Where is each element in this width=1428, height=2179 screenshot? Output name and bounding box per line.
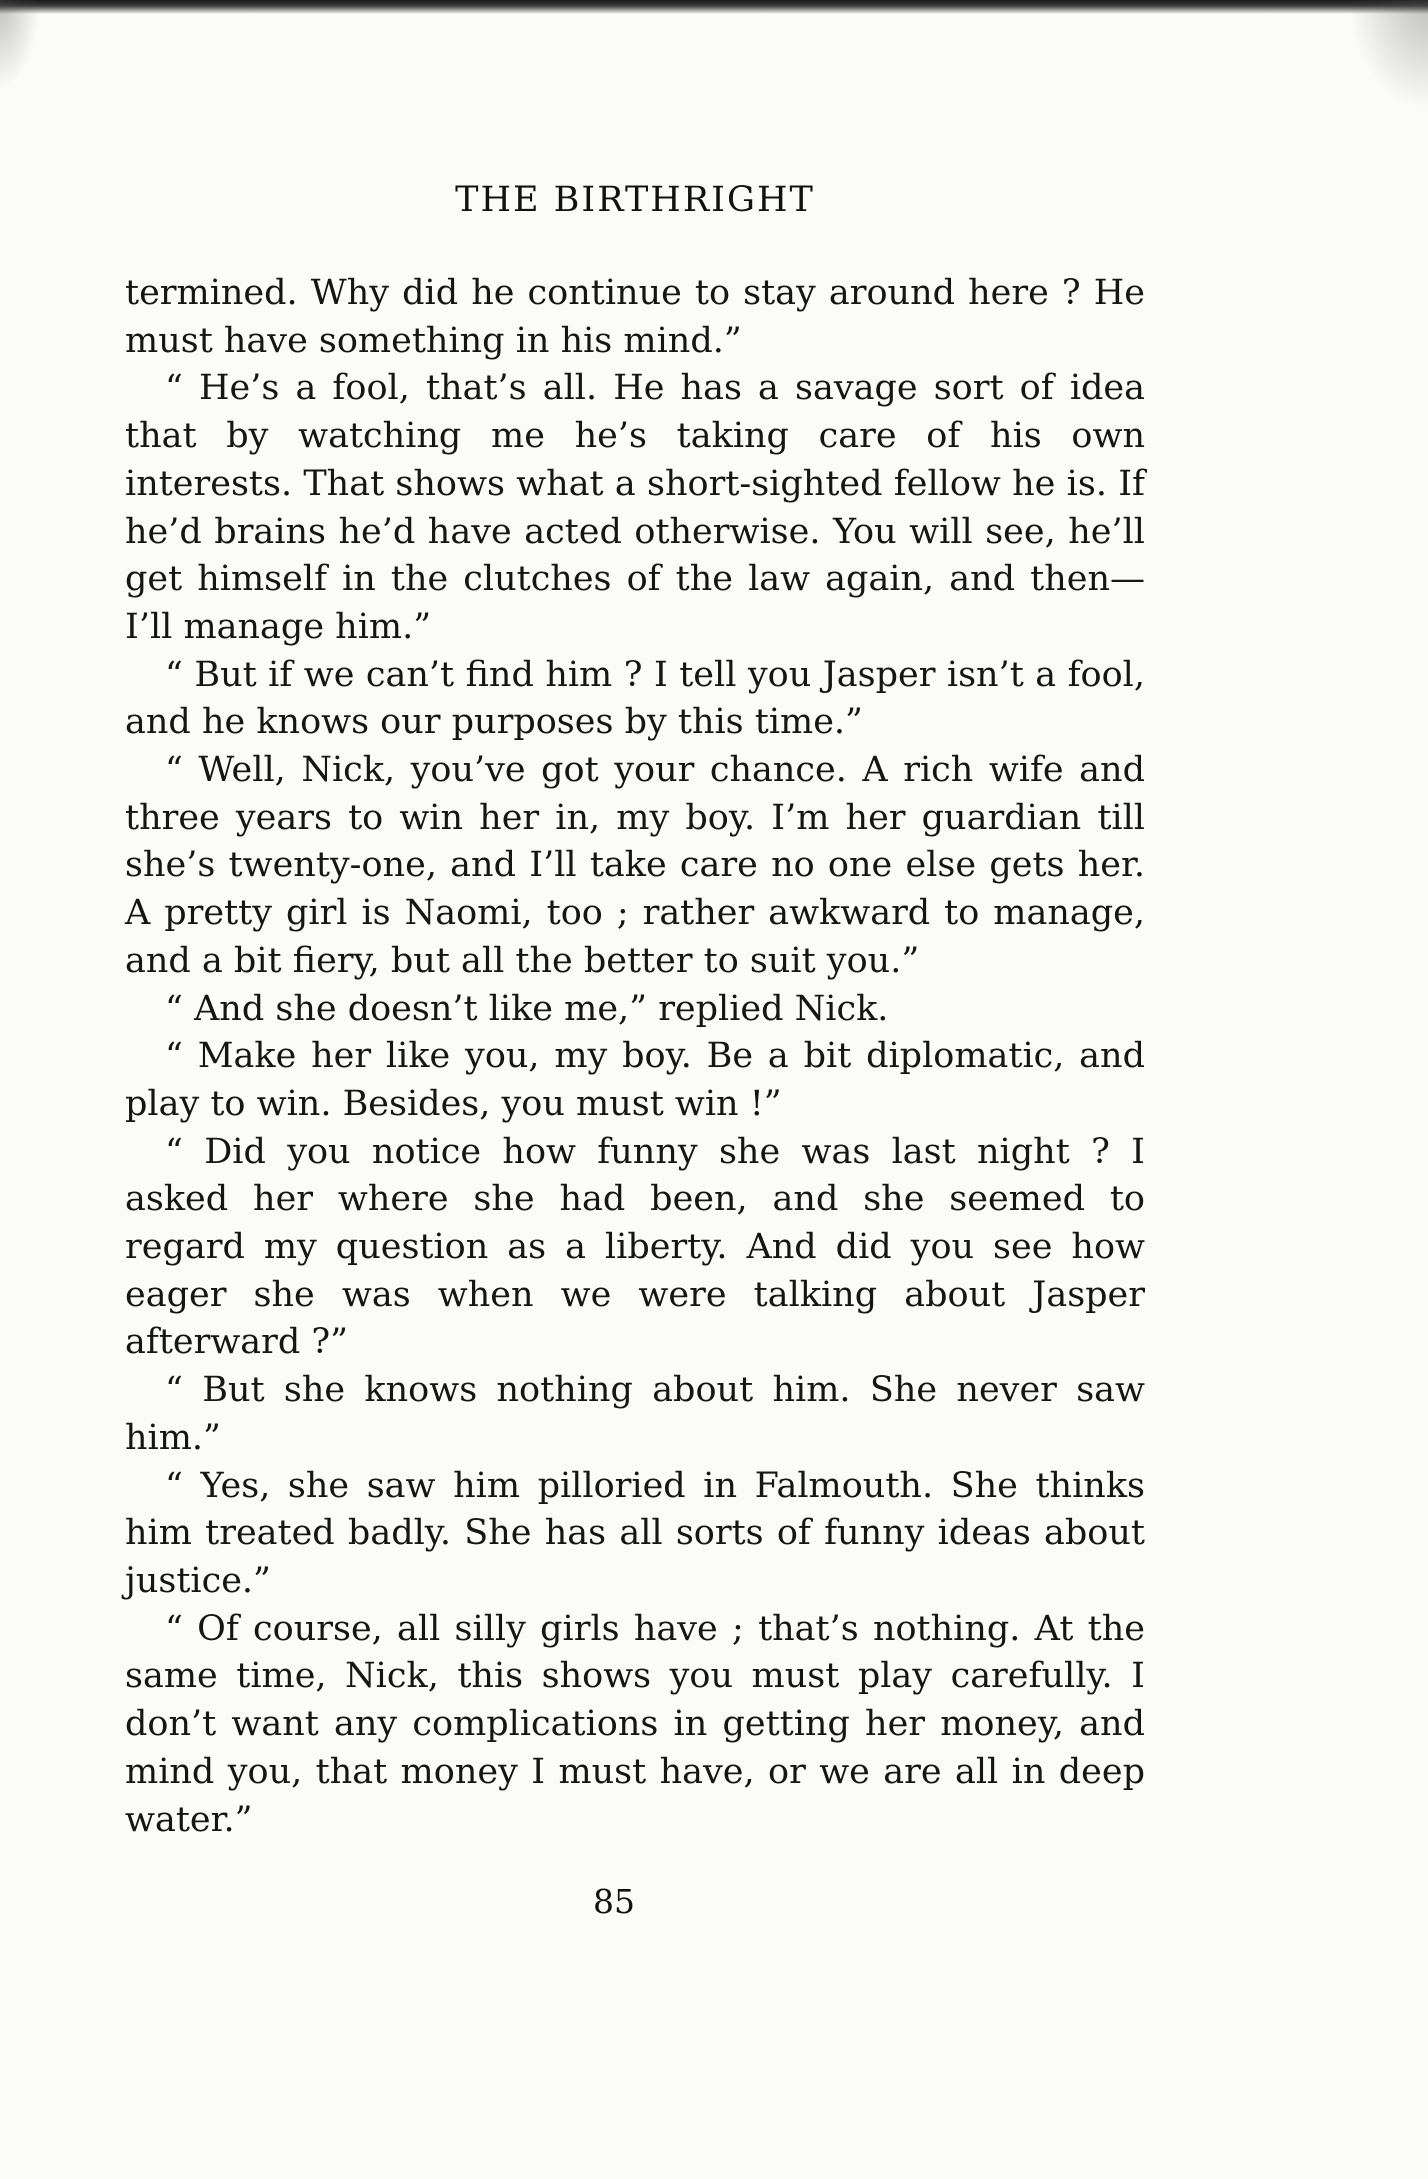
page-number: 85 [593,1882,635,1921]
paragraph-2: “ He’s a fool, that’s all. He has a savage sort of idea that by watching me he’s taking care of his own interests. That shows what a short-sighted fellow he is. If he’d brains he’d have acted otherwise. You will see, he’ll get himself in the clutches of the law again, and then—I’ll manage him.” [125,368,1145,647]
paragraph-8: “ But she knows nothing about him. She never saw him.” [125,1370,1145,1458]
scan-top-edge [0,0,1428,14]
scan-corner-shadow-left [0,0,40,90]
paragraph-7: “ Did you notice how funny she was last night ? I asked her where she had been, and she seemed to regard my question as a liberty. And did you see how eager she was when we were talking about Jasper afterward ?” [125,1131,1145,1363]
running-head: THE BIRTHRIGHT [455,180,815,220]
paragraph-5: “ And she doesn’t like me,” replied Nick. [165,988,889,1029]
body-text [125,270,1145,1844]
paragraph-4: “ Well, Nick, you’ve got your chance. A rich wife and three years to win her in, my boy. I’m her guardian till she’s twenty-one, and I’ll take care no one else gets her. A pretty girl is Naomi, too ; rather awkward to manage, and a bit fiery, but all the better to suit you.” [125,750,1145,981]
scan-corner-shadow-right [1348,0,1428,110]
paragraph-3: “ But if we can’t find him ? I tell you Jasper isn’t a fool, and he knows our purposes by this time.” [125,654,1145,743]
paragraph-9: “ Yes, she saw him pilloried in Falmouth. She thinks him treated badly. She has all sorts of funny ideas about justice.” [125,1465,1145,1601]
paragraph-6: “ Make her like you, my boy. Be a bit diplomatic, and play to win. Besides, you must win !” [125,1036,1145,1124]
paragraph-10: “ Of course, all silly girls have ; that’s nothing. At the same time, Nick, this shows you must play carefully. I don’t want any complications in getting her money, and mind you, that money I must have, or we are all in deep water.” [125,1608,1145,1840]
paragraph-1: termined. Why did he continue to stay around here ? He must have something in his mind.” [125,273,1145,361]
